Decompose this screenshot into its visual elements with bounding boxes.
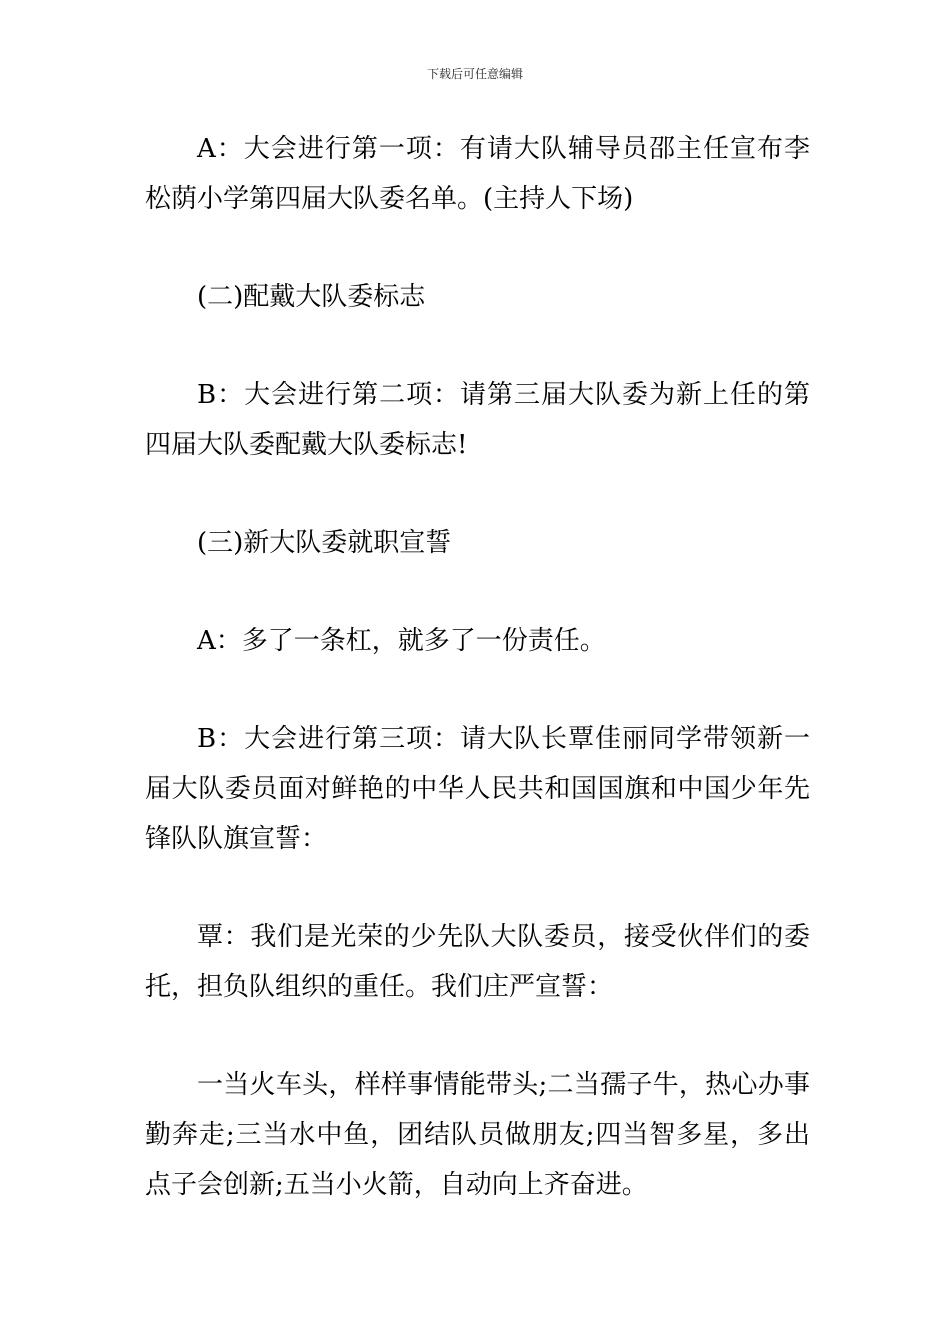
document-body (145, 124, 810, 1210)
page-header-note: 下载后可任意编辑 (426, 67, 523, 81)
paragraph-item-6: B：大会进行第三项：请大队长覃佳丽同学带领新一届大队委员面对鲜艳的中华人民共和国国旗和中国少年先锋队队旗宣誓： (145, 724, 810, 854)
paragraph-item-7: 覃：我们是光荣的少先队大队委员，接受伙伴们的委托，担负队组织的重任。我们庄严宣誓： (145, 922, 810, 1002)
paragraph-item-5: A：多了一条杠，就多了一份责任。 (197, 626, 606, 656)
paragraph-gap (145, 1012, 810, 1060)
paragraph-item-8: 一当火车头，样样事情能带头;二当孺子牛，热心办事勤奔走;三当水中鱼，团结队员做朋友;四当智多星，多出点子会创新;五当小火箭，自动向上齐奋进。 (145, 1070, 810, 1200)
paragraph-item-4: (三)新大队委就职宣誓 (197, 528, 452, 558)
paragraph-gap (145, 470, 810, 518)
paragraph-item-1: A：大会进行第一项：有请大队辅导员邵主任宣布李松荫小学第四届大队委名单。(主持人下场) (145, 134, 810, 214)
paragraph-gap (145, 322, 810, 370)
paragraph-item-3: B：大会进行第二项：请第三届大队委为新上任的第四届大队委配戴大队委标志! (145, 380, 810, 460)
paragraph-gap (145, 864, 810, 912)
paragraph-item-2: (二)配戴大队委标志 (197, 282, 426, 312)
paragraph-gap (145, 568, 810, 616)
paragraph-gap (145, 666, 810, 714)
paragraph-gap (145, 224, 810, 272)
